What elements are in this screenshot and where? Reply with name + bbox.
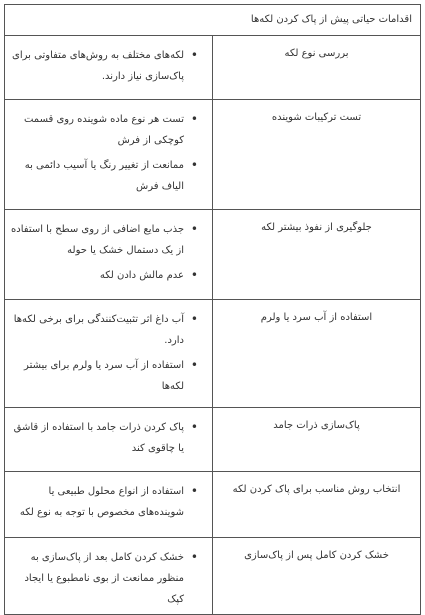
row-description [5,36,213,100]
list-item: • تست هر نوع ماده شوینده روی قسمت کوچکی از فرش [11,109,184,151]
row-topic: بررسی نوع لکه [213,36,421,100]
row-topic: پاک‌سازی ذرات جامد [213,408,421,472]
table-row [5,408,421,472]
list-item: • استفاده از آب سرد یا ولرم برای بیشتر لکه‌ها [11,355,184,397]
row-description [5,300,213,408]
table-row [5,100,421,210]
bullet-list [11,45,204,87]
bullet-list [11,109,204,197]
row-description [5,210,213,300]
table-row [5,36,421,100]
row-topic: انتخاب روش مناسب برای پاک کردن لکه [213,472,421,538]
row-description [5,408,213,472]
table-title: اقدامات حیاتی پیش از پاک کردن لکه‌ها [5,5,421,36]
list-item: • استفاده از انواع محلول طبیعی یا شوینده‌های مخصوص با توجه به نوع لکه [11,481,184,523]
bullet-list [11,417,204,459]
table-row [5,538,421,615]
row-topic: خشک کردن کامل پس از پاک‌سازی [213,538,421,615]
bullet-list [11,481,204,523]
row-topic: جلوگیری از نفوذ بیشتر لکه [213,210,421,300]
bullet-list [11,219,204,286]
table-row [5,472,421,538]
list-item: • آب داغ اثر تثبیت‌کنندگی برای برخی لکه‌ها دارد. [11,309,184,351]
row-description [5,538,213,615]
list-item: • پاک کردن ذرات جامد با استفاده از قاشق یا چاقوی کند [11,417,184,459]
list-item: • لکه‌های مختلف به روش‌های متفاوتی برای پاک‌سازی نیاز دارند. [11,45,184,87]
list-item: • عدم مالش دادن لکه [11,265,184,286]
table-row [5,300,421,408]
list-item: • ممانعت از تغییر رنگ یا آسیب دائمی به الیاف فرش [11,155,184,197]
stain-steps-table [4,4,421,615]
row-topic: استفاده از آب سرد یا ولرم [213,300,421,408]
list-item: • خشک کردن کامل بعد از پاک‌سازی به منظور ممانعت از بوی نامطبوع یا ایجاد کپک [11,547,184,610]
row-topic: تست ترکیبات شوینده [213,100,421,210]
table-row [5,210,421,300]
bullet-list [11,547,204,610]
row-description [5,100,213,210]
bullet-list [11,309,204,397]
table-header-row [5,5,421,36]
list-item: • جذب مایع اضافی از روی سطح با استفاده از یک دستمال خشک یا حوله [11,219,184,261]
row-description [5,472,213,538]
